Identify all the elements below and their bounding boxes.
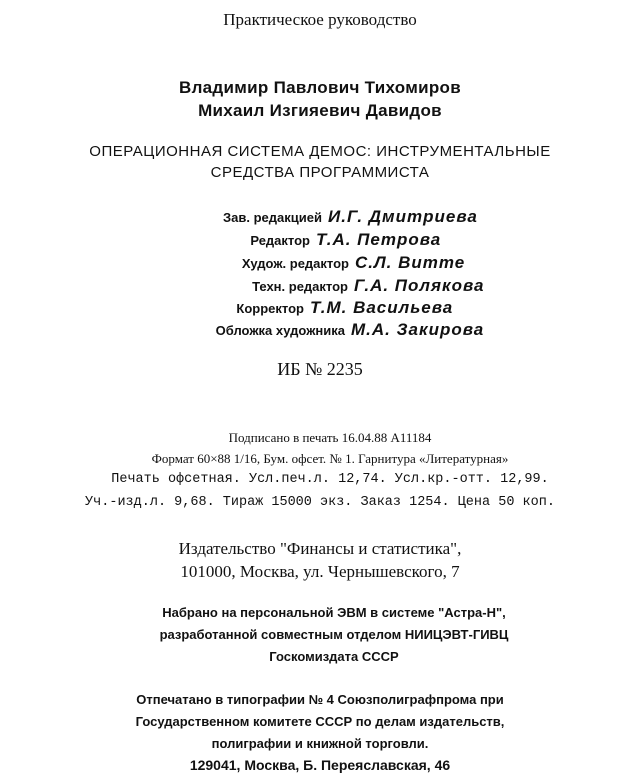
credit-row xyxy=(0,320,640,340)
credit-name: Г.А. Полякова xyxy=(354,276,485,295)
credit-row xyxy=(0,276,640,296)
credit-role: Редактор xyxy=(250,233,310,248)
print-info-line-3: Печать офсетная. Усл.печ.л. 12,74. Усл.кр.-отт. 12,99. xyxy=(111,472,549,487)
publisher-line-1: Издательство "Финансы и статистика", xyxy=(178,539,462,558)
credit-row xyxy=(0,253,640,273)
credit-name: Т.А. Петрова xyxy=(316,230,442,249)
author-name-2: Михаил Изгияевич Давидов xyxy=(198,101,442,120)
printer-line-2: Государственном комитете СССР по делам издательств, xyxy=(135,714,505,729)
credit-row xyxy=(0,298,640,318)
credit-row xyxy=(0,230,640,250)
credit-role: Обложка художника xyxy=(215,323,345,338)
credit-role: Худож. редактор xyxy=(241,256,349,271)
printer-line-4: 129041, Москва, Б. Переяславская, 46 xyxy=(189,757,451,773)
print-info-line-1: Подписано в печать 16.04.88 А11184 xyxy=(228,430,432,445)
credit-role: Корректор xyxy=(236,301,304,316)
print-info-line-4: Уч.-изд.л. 9,68. Тираж 15000 экз. Заказ 1254. Цена 50 коп. xyxy=(85,495,555,510)
ib-number: ИБ № 2235 xyxy=(277,359,363,379)
book-title-line-2: СРЕДСТВА ПРОГРАММИСТА xyxy=(210,164,430,181)
credit-name: И.Г. Дмитриева xyxy=(328,207,478,226)
credit-row xyxy=(0,207,640,227)
typeset-line-1: Набрано на персональной ЭВМ в системе "Астра-Н", xyxy=(162,605,506,620)
book-title-line-1: ОПЕРАЦИОННАЯ СИСТЕМА ДЕМОС: ИНСТРУМЕНТАЛЬНЫЕ xyxy=(89,143,551,160)
credit-name: М.А. Закирова xyxy=(351,320,485,339)
printer-line-1: Отпечатано в типографии № 4 Союзполиграфпрома при xyxy=(136,692,504,707)
typeset-line-3: Госкомиздата СССР xyxy=(269,649,399,664)
credit-role: Техн. редактор xyxy=(252,279,348,294)
credit-role: Зав. редакцией xyxy=(223,210,322,225)
typeset-line-2: разработанной совместным отделом НИИЦЭВТ-ГИВЦ xyxy=(159,627,509,642)
credit-name: С.Л. Витте xyxy=(355,253,466,272)
series-label: Практическое руководство xyxy=(223,10,417,29)
publisher-line-2: 101000, Москва, ул. Чернышевского, 7 xyxy=(180,562,460,581)
printer-line-3: полиграфии и книжной торговли. xyxy=(211,736,429,751)
print-info-line-2: Формат 60×88 1/16, Бум. офсет. № 1. Гарнитура «Литературная» xyxy=(151,451,509,466)
credit-name: Т.М. Васильева xyxy=(310,298,454,317)
author-name-1: Владимир Павлович Тихомиров xyxy=(179,78,461,97)
